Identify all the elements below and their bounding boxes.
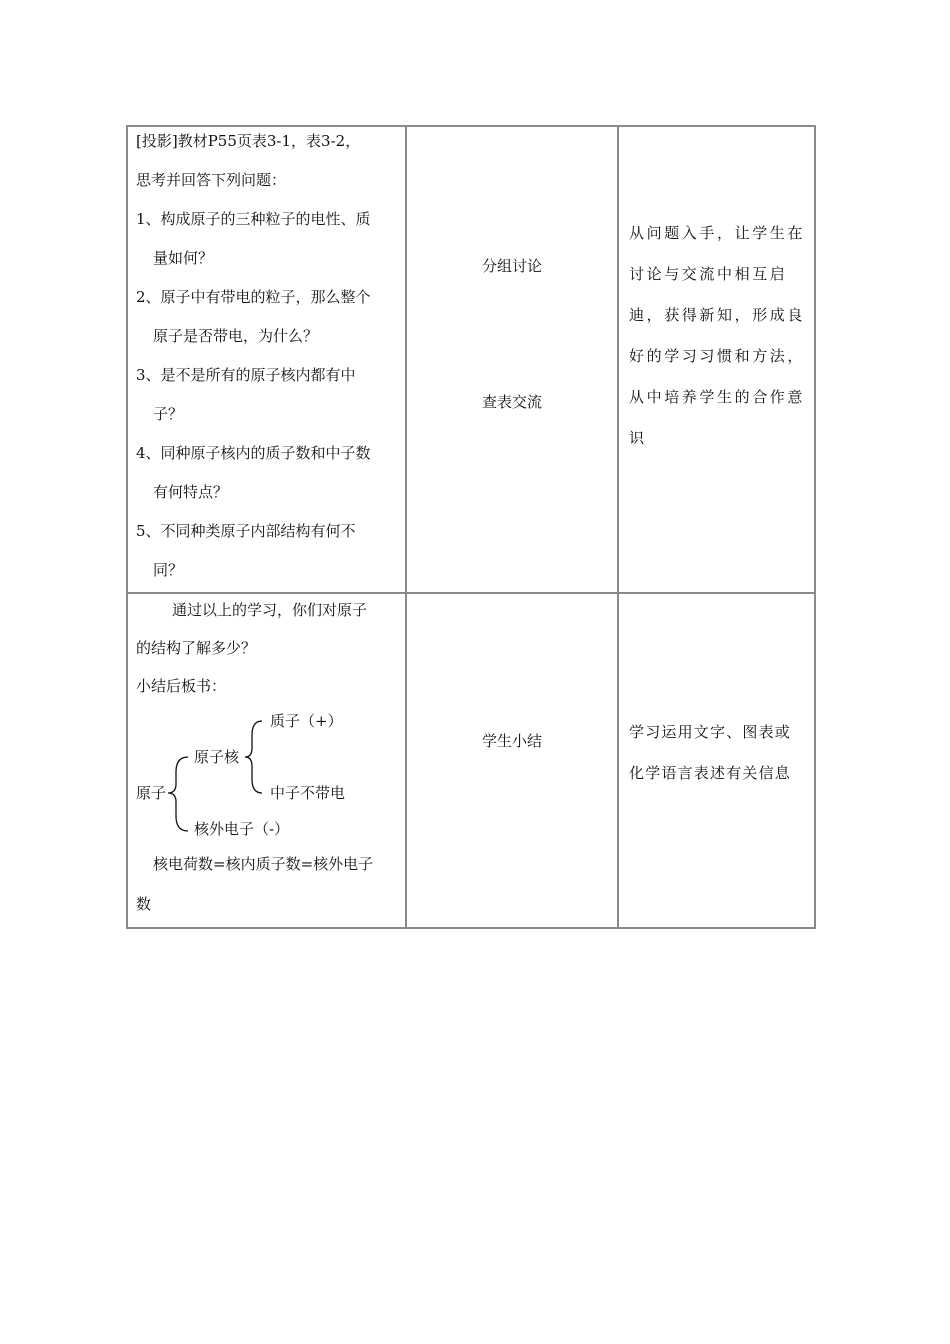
formula-line: 数 xyxy=(136,895,152,913)
text-line: 量如何？ xyxy=(153,249,214,267)
row2-intent-cell xyxy=(619,594,816,929)
text-line: 好的学习习惯和方法， xyxy=(629,347,806,365)
inner-brace xyxy=(245,721,262,793)
text-line: 迪，获得新知，形成良 xyxy=(629,306,806,324)
question-5: 5、不同种类原子内部结构有何不 xyxy=(136,522,356,540)
student-activity-group-discussion: 分组讨论 xyxy=(481,257,542,275)
outer-brace xyxy=(168,757,188,831)
question-1: 1、构成原子的三种粒子的电性、质 xyxy=(136,210,371,228)
brace-lines xyxy=(128,594,405,929)
question-4: 4、同种原子核内的质子数和中子数 xyxy=(136,444,371,462)
text-line: 同？ xyxy=(153,561,184,579)
label-proton: 质子（+） xyxy=(270,712,343,730)
question-2: 2、原子中有带电的粒子，那么整个 xyxy=(136,288,371,306)
label-nucleus: 原子核 xyxy=(194,748,240,766)
student-activity-table-lookup: 查表交流 xyxy=(481,393,542,411)
text-line: 从中培养学生的合作意 xyxy=(629,388,806,406)
text-line: 从问题入手，让学生在 xyxy=(629,224,806,242)
label-electron: 核外电子（-） xyxy=(194,820,290,838)
label-atom: 原子 xyxy=(136,784,167,802)
row1-activity-cell xyxy=(128,127,405,592)
lesson-table xyxy=(126,125,816,929)
formula-line: 核电荷数=核内质子数=核外电子 xyxy=(153,855,374,873)
text-line: 原子是否带电，为什么？ xyxy=(153,327,319,345)
student-activity-summary: 学生小结 xyxy=(481,732,542,750)
row1-intent-cell xyxy=(619,127,816,592)
question-3: 3、是不是所有的原子核内都有中 xyxy=(136,366,356,384)
text-line: 通过以上的学习，你们对原子 xyxy=(172,601,368,619)
row1-student-cell xyxy=(407,127,617,592)
text-line: 小结后板书： xyxy=(136,677,227,695)
text-line: 讨论与交流中相互启 xyxy=(629,265,788,283)
text-line: 识 xyxy=(629,429,647,447)
row2-activity-cell xyxy=(128,594,405,929)
text-line: 子？ xyxy=(153,405,184,423)
text-line: 学习运用文字、图表或 xyxy=(629,723,792,741)
text-line: 思考并回答下列问题： xyxy=(136,171,287,189)
label-neutron: 中子不带电 xyxy=(270,784,346,802)
row2-student-cell xyxy=(407,594,617,929)
text-line: 的结构了解多少？ xyxy=(136,639,257,657)
text-line: 有何特点？ xyxy=(153,483,229,501)
text-line: 化学语言表述有关信息 xyxy=(629,764,792,782)
text-line: [投影]教材P55页表3-1，表3-2， xyxy=(136,132,361,150)
